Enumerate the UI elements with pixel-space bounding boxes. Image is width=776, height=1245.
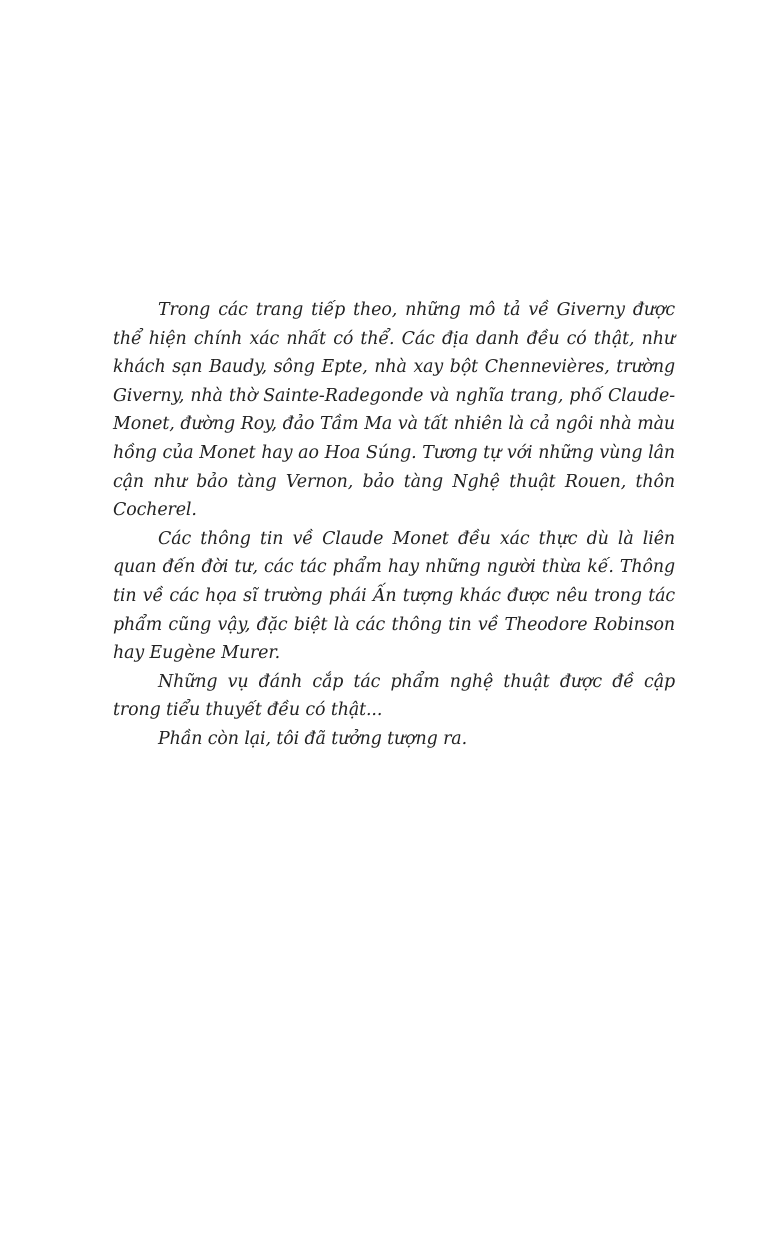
paragraph-monet-facts: Các thông tin về Claude Monet đều xác thực dù là liên quan đến đời tư, các tác phẩm hay những người thừa kế. Thông tin về các họa sĩ trường phái Ấn tượng khác được nêu trong tác phẩm cũng vậy, đặc biệt là các thông tin về Theodore Robinson hay Eugène Murer. [113, 528, 675, 664]
author-note [113, 296, 675, 754]
paragraph-imagination: Phần còn lại, tôi đã tưởng tượng ra. [158, 728, 467, 749]
paragraph-art-thefts: Những vụ đánh cắp tác phẩm nghệ thuật được đề cập trong tiểu thuyết đều có thật... [113, 671, 675, 721]
paragraph-giverny-places: Trong các trang tiếp theo, những mô tả về Giverny được thể hiện chính xác nhất có thể. Các địa danh đều có thật, như khách sạn Baudy, sông Epte, nhà xay bột Chennevières, trường Giverny, nhà thờ Sainte-Radegonde và nghĩa trang, phố Claude-Monet, đường Roy, đảo Tầm Ma và tất nhiên là cả ngôi nhà màu hồng của Monet hay ao Hoa Súng. Tương tự với những vùng lân cận như bảo tàng Vernon, bảo tàng Nghệ thuật Rouen, thôn Cocherel. [113, 300, 675, 521]
